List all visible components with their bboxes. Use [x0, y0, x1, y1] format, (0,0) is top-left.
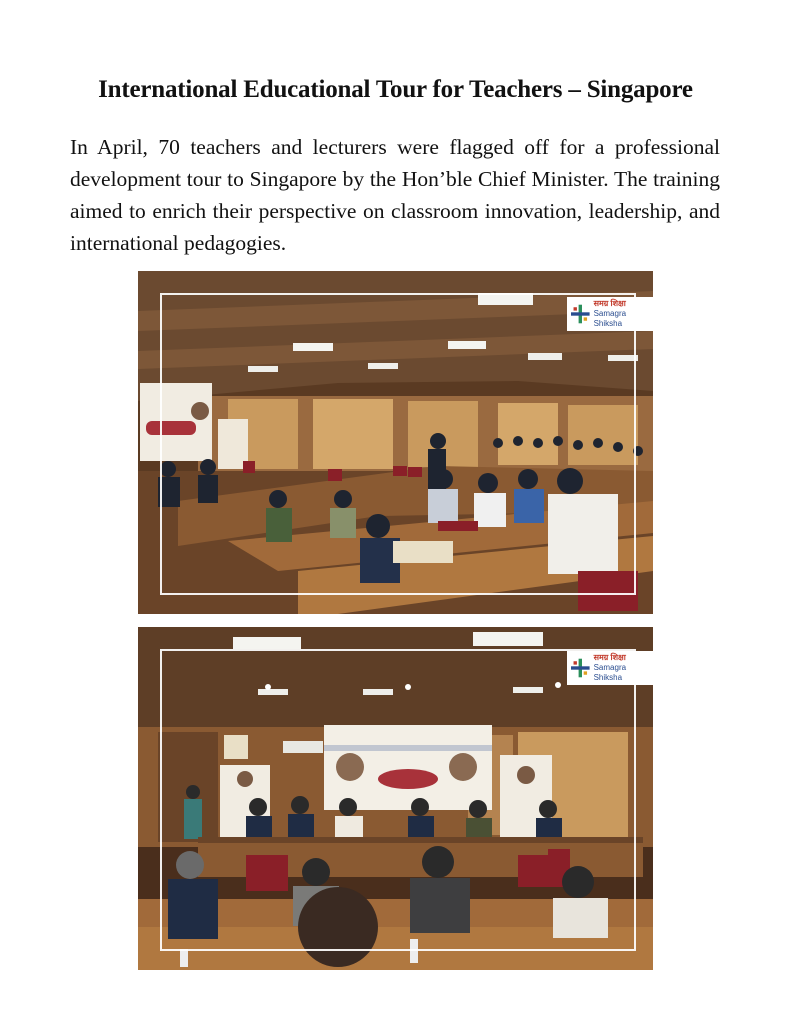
samagra-shiksha-logo-2 — [567, 651, 653, 685]
photo-stage-panel — [138, 627, 653, 970]
logo-hindi-text-2: समग्र शिक्षा — [593, 653, 626, 662]
samagra-shiksha-logo — [567, 297, 653, 331]
photo-audience-hall — [138, 271, 653, 614]
samagra-shiksha-icon — [571, 303, 590, 325]
samagra-shiksha-icon-2 — [571, 657, 590, 679]
logo-hindi-text: समग्र शिक्षा — [593, 299, 626, 308]
logo-english-text-2: Samagra Shiksha — [593, 663, 627, 682]
body-paragraph: In April, 70 teachers and lecturers were flagged off for a professional development tour to Singapore by the Hon’ble Chief Minister. The training aimed to enrich their perspective on classroom innovation, leadership, and international pedagogies. — [70, 135, 720, 255]
page-title: International Educational Tour for Teachers – Singapore — [98, 76, 693, 103]
logo-english-text: Samagra Shiksha — [593, 309, 627, 328]
